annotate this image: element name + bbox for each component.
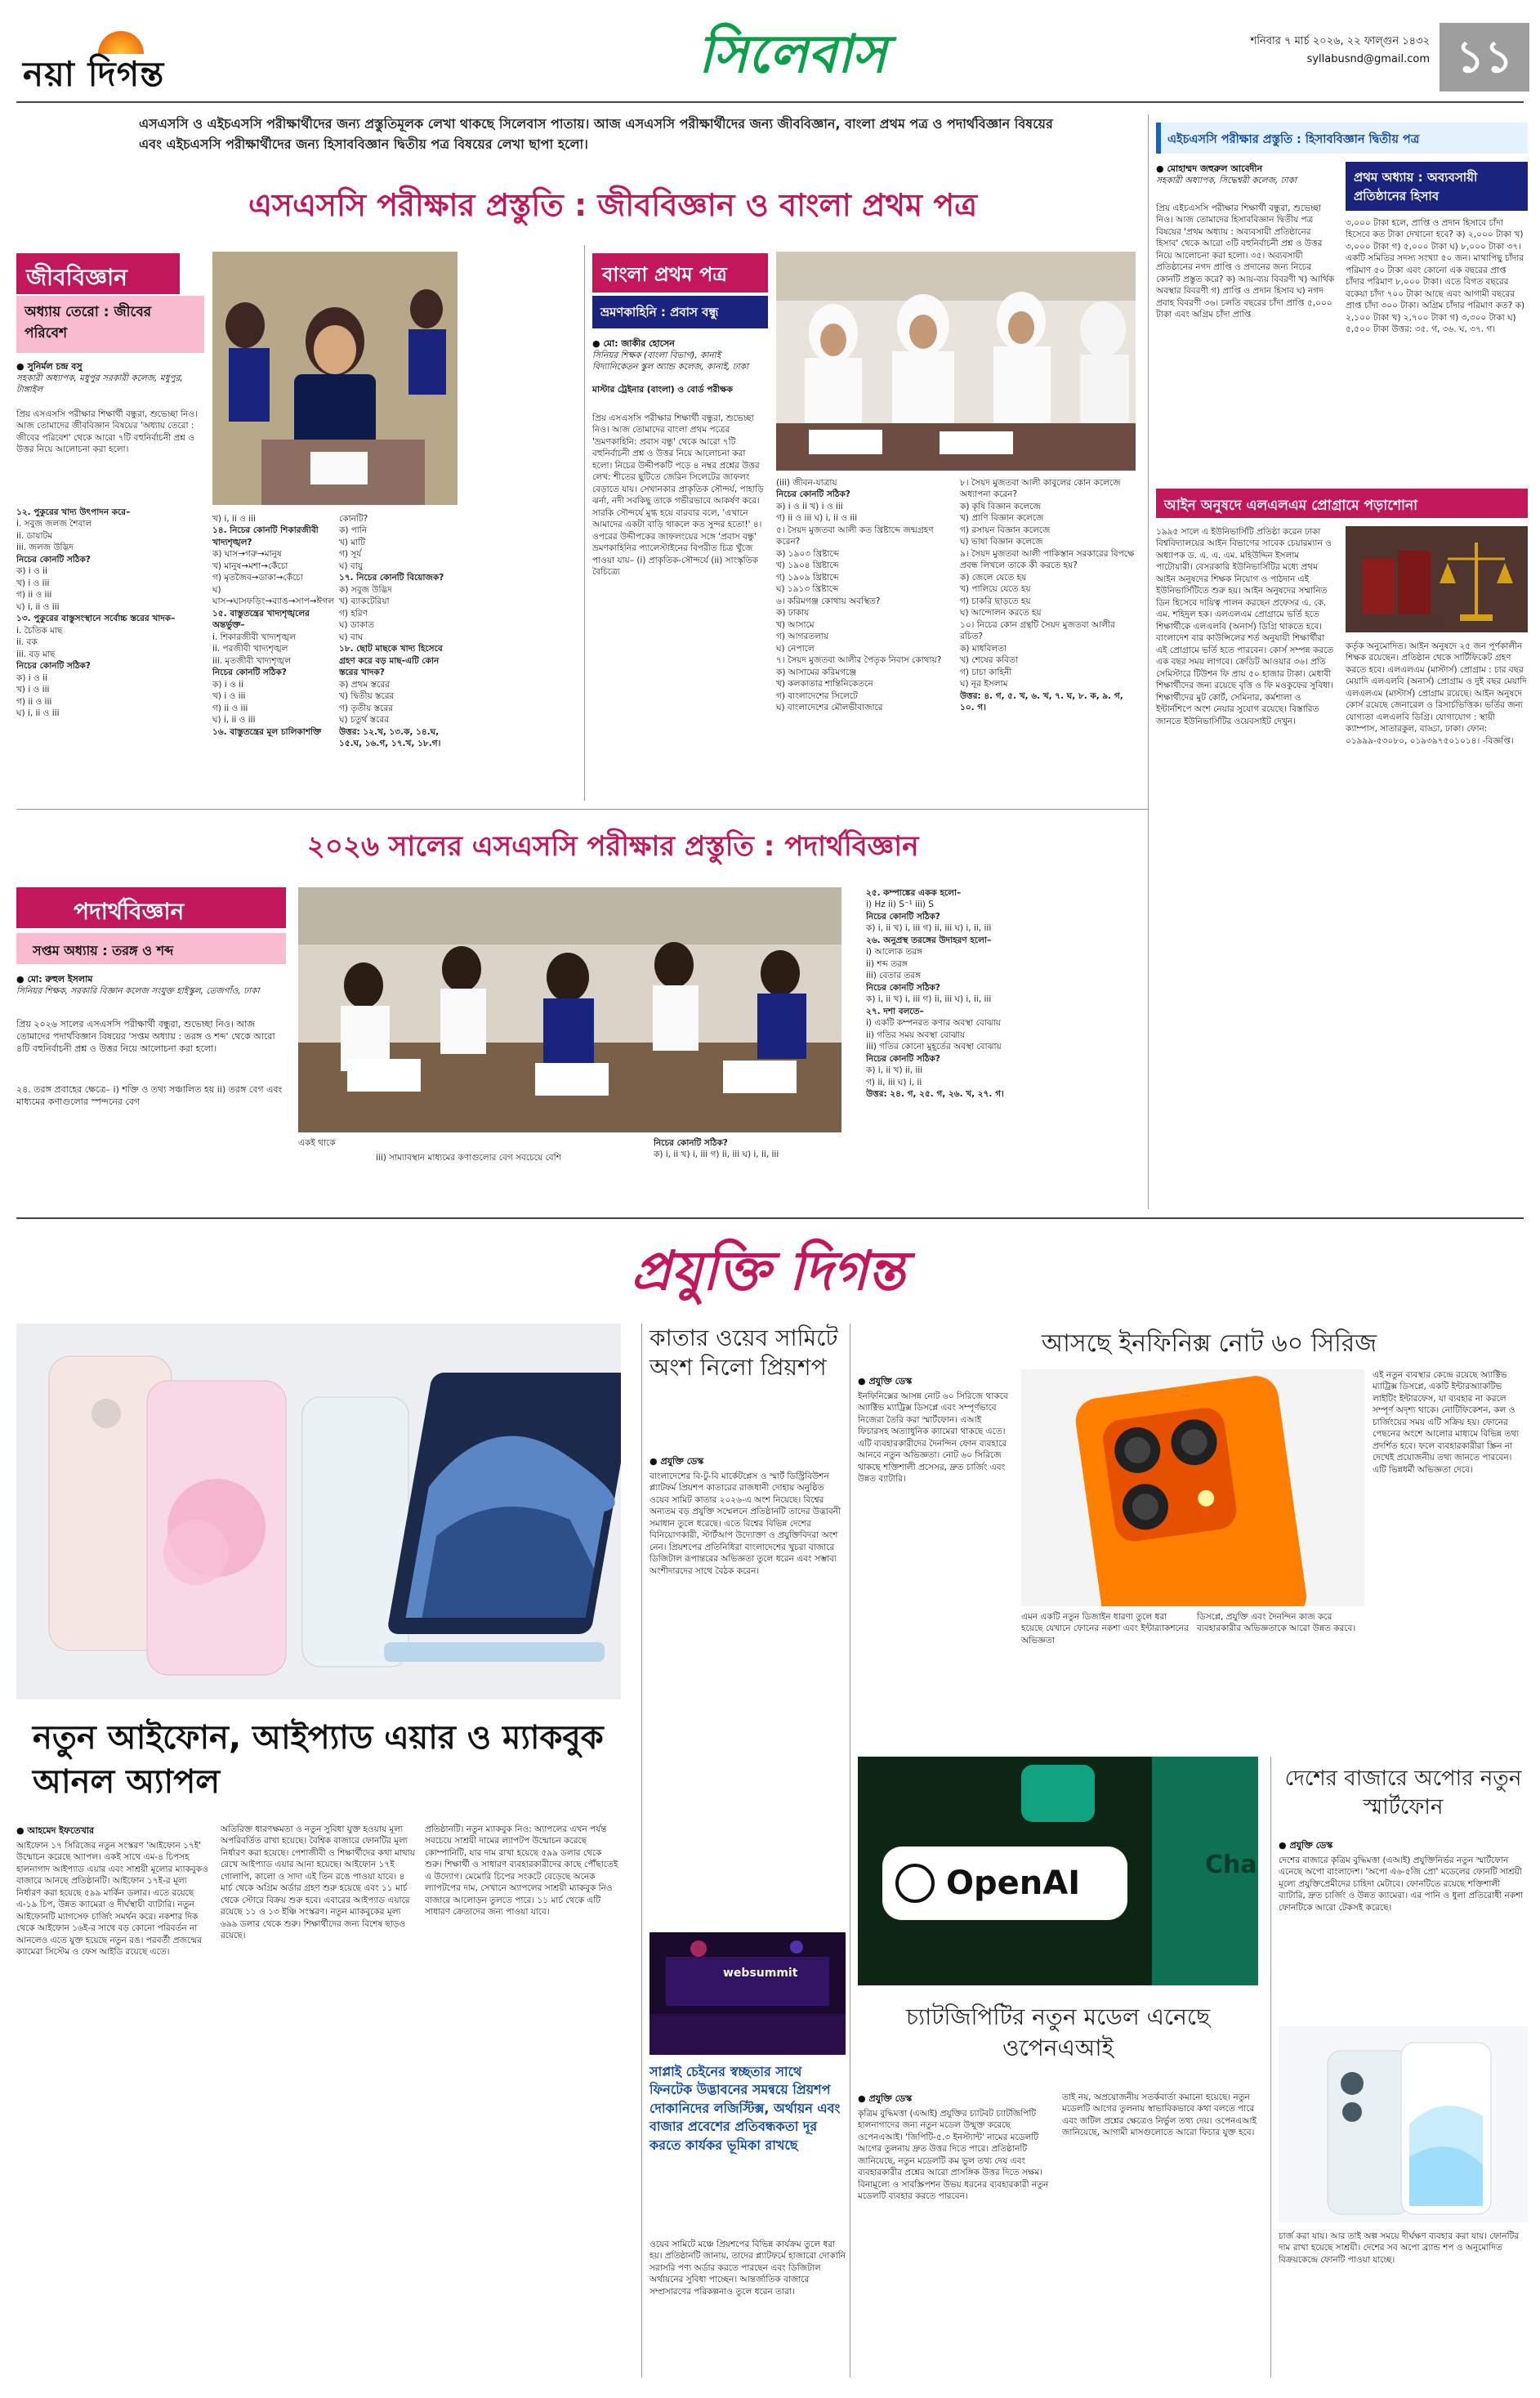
- bio-q-line: ক) i ও ii: [16, 672, 47, 683]
- bn-q-line: ৮। সৈয়দ মুজতবা আলী কাবুলের কোন কলেজে অধ্যাপনা করেন?: [960, 478, 1121, 500]
- section-divider: [16, 809, 1148, 810]
- openai-chat-text: Cha: [1205, 1851, 1257, 1879]
- biology-questions-2: [212, 513, 335, 795]
- ph-q-line: গ) ii, iii ঘ) i, ii: [866, 1077, 922, 1087]
- bn-q-line: ঘ) ভাষা বিজ্ঞান কলেজে: [960, 537, 1043, 547]
- ph-q-line: ক) i, ii খ) i, iii গ) ii, iii ঘ) i, ii, iii: [866, 994, 992, 1005]
- bn-q-line: খ) ১৯০৪ খ্রিষ্টাব্দে: [776, 560, 839, 571]
- exam-hall-illustration: [776, 252, 1136, 471]
- law-body: ১৯৯৫ সালে এ ইউনিভার্সিটি প্রতিষ্ঠা করেন ঢাকা বিশ্ববিদ্যালয়ের আইন বিভাগের সাবেক চেয়ারম্যান ও অধ্যাপক ড. এ. এ. এম. মহিউদ্দিন ইসলাম পাটোয়ারী। বেসরকারি ইউনিভার্সিটির মধ্যে প্রথম আইন অনুষদের শিক্ষক নিয়োগ ও পাঠদান এই ইউনিভার্সিটিতে শুরু হয়। আইন অনুষদের সম্মানিত ডিন হিসেবে দায়িত্ব পালন করছেন প্রফেসর এ. কে. এম. শহিদুল হক। এলএলএম প্রোগ্রামে ভর্তি হতে শিক্ষার্থীকে এলএলবি (অনার্স) ডিগ্রি থাকতে হবে। বাংলাদেশ বার কাউন্সিলের শর্ত অনুযায়ী শিক্ষার্থীরা এই প্রোগ্রামে ভর্তি হতে পারবেন। কোর্স সম্পন্ন করতে এক বছর সময় লাগবে। ক্রেডিট আওয়ার ৩৬। প্রতি সেমিস্টারে টিউশন ফি প্রায় ৫০ হাজার টাকা। মেধাবী শিক্ষার্থীদের জন্য রয়েছে বৃত্তি ও ফি মওকুফের সুবিধা। শিক্ষার্থীদের মুট কোর্ট, সেমিনার, কর্মশালা ও ইন্টার্নশিপে অংশ নেয়ার সুযোগ রয়েছে। বিস্তারিত জানতে ইউনিভার্সিটির ওয়েবসাইট দেখুন।: [1156, 527, 1334, 726]
- apple-body-2: অতিরিক্ত ধারণক্ষমতা ও নতুন সুবিধা যুক্ত হওয়ায় মূল্য অপরিবর্তিত রাখা হয়েছে। বৈশ্বিক বাজারে ফোনটির মূল্য নির্ধারণ করা হয়েছে। পেশাজীবী ও শিক্ষার্থীদের কথা মাথায় রেখে আইপ্যাড এয়ার আনা হয়েছে। আইফোন ১৭ই গোলাপি, কালো ও সাদা এই তিন রঙে পাওয়া যাবে। ৪ মার্চ থেকে অগ্রিম অর্ডার গ্রহণ শুরু হয়েছে এবং ১১ মার্চ থেকে স্টোরে বিক্রয় শুরু হবে। এবারের আইপ্যাড এয়ারে রয়েছে ১১ ও ১৩ ইঞ্চি সংস্করণ। নতুন ম্যাকবুকের মূল্য ৬৯৯ ডলার থেকে শুরু। শিক্ষার্থীদের জন্য বিশেষ ছাড়ও রয়েছে।: [221, 1824, 415, 1941]
- column-divider: [1148, 114, 1149, 1209]
- ph-q-line: উত্তর: ২৪. গ, ২৫. গ, ২৬. খ, ২৭. গ।: [866, 1089, 1004, 1100]
- bn-q-line: ঘ) বাংলাদেশের মৌলভীবাজারে: [776, 703, 883, 713]
- bangla-tag: বাংলা প্রথম পত্র: [592, 253, 768, 292]
- biology-author: ● সুনির্মল চন্দ্র বসু: [16, 359, 204, 375]
- bio-q-line: ১২. পুকুরের খাদ্য উৎপাদন করে–: [16, 507, 131, 517]
- bn-q-line: ক) কৃষি বিজ্ঞান কলেজে: [960, 501, 1041, 511]
- bn-q-line: ক) আসামের করিমগঞ্জে: [776, 667, 857, 677]
- bn-q-line: ৬। করিমগঞ্জ কোথায় অবস্থিত?: [776, 596, 881, 606]
- apple-story: [16, 1324, 637, 2386]
- bio-q-line: ১৩. পুকুরের বাস্তুসংস্থানে সর্বোচ্চ স্তরের খাদক–: [16, 614, 176, 624]
- law-heading: আইন অনুষদে এলএলএম প্রোগ্রামে পড়াশোনা: [1156, 489, 1528, 518]
- page-number: ১১: [1440, 23, 1529, 92]
- infinix-photo: [1021, 1369, 1364, 1606]
- openai-byline: ● প্রযুক্তি ডেস্ক: [858, 2092, 1054, 2107]
- classroom-exam-illustration: [298, 887, 841, 1132]
- oppo-body: দেশের বাজারে কৃত্রিম বুদ্ধিমত্তা (এআই) প্রযুক্তিনির্ভর নতুন স্মার্টফোন এনেছে অপো বাংলাদেশ। 'অপো এ৬-৫জি প্রো' মডেলের ফোনটি সাশ্রয়ী মূল্যে প্রযুক্তিপ্রেমীদের চাহিদা মেটাবে। ফোনটিতে রয়েছে শক্তিশালী ব্যাটারি, দ্রুত চার্জিং ও উন্নত ক্যামেরা। এর পানি ও ধুলা প্রতিরোধী নকশা ফোনটিকে আরো টেকসই করেছে।: [1279, 1855, 1524, 1913]
- bio-q-line: খ) ব্যাকটেরিয়া: [339, 596, 390, 607]
- ph-q-line: ক) i, ii খ) i, iii গ) ii, iii ঘ) i, ii, iii: [866, 923, 992, 934]
- bio-q-line: ১৫. বাস্তুতন্ত্রের খাদ্যশৃঙ্খলের অন্তর্ভুক্ত–: [212, 608, 310, 631]
- bn-q-line: ঘ) নূর ইসলাম: [960, 679, 1008, 690]
- bio-q-line: গ) ii ও iii: [212, 703, 248, 713]
- bn-q-line: খ) প্রাণি বিজ্ঞান কলেজে: [960, 513, 1044, 524]
- hsc-chapter: প্রথম অধ্যায় : অব্যবসায়ী প্রতিষ্ঠানের হিসাব: [1346, 162, 1528, 211]
- websummit-label: websummit: [723, 1967, 798, 1980]
- bio-q-line: নিচের কোনটি সঠিক?: [16, 554, 91, 565]
- priyoshop-body: বাংলাদেশের বি-টু-বি মার্কেটপ্লেস ও স্মার্ট ডিস্ট্রিবিউশন প্ল্যাটফর্ম প্রিয়শপ কাতারের রাজধানী দোহায় অনুষ্ঠিত ওয়েব সামিট কাতার ২০২৬-এ অংশ নিয়েছে। বিশ্বের অন্যতম বড় প্রযুক্তি সম্মেলনে প্রতিষ্ঠানটি তাদের উদ্ভাবনী সমাধান তুলে ধরেছে। এতে বিশ্বের বিভিন্ন দেশের বিনিয়োগকারী, স্টার্টআপ উদ্যোক্তা ও প্রযুক্তিবিদরা অংশ নেন। প্রিয়শপের প্রতিনিধিরা বাংলাদেশের খুচরা বাজারে ডিজিটাল রূপান্তরের অভিজ্ঞতা তুলে ধরেন এবং সম্ভাব্য অংশীদারদের সাথে বৈঠক করেন।: [649, 1471, 841, 1576]
- priyoshop-story: [649, 1324, 846, 2386]
- bio-q-line: খ) দ্বিতীয় স্তরের: [339, 691, 395, 702]
- bio-q-line: ঘ) ঘাস→ঘাসফড়িং→ব্যাঙ→সাপ→ঈগল: [212, 584, 335, 607]
- physics-chapter: সপ্তম অধ্যায় : তরঙ্গ ও শব্দ: [16, 933, 286, 964]
- ph-q-line: নিচের কোনটি সঠিক?: [866, 1053, 940, 1064]
- apple-author: ● আহমেদ ইফতেখার: [16, 1824, 212, 1839]
- openai-story: [858, 1757, 1266, 2386]
- masthead: [0, 0, 1540, 105]
- hsc-body: প্রিয় এইচএসসি পরীক্ষার শিক্ষার্থী বন্ধুরা, শুভেচ্ছা নিও। আজ তোমাদের হিসাববিজ্ঞান দ্বিতীয় পত্র বিষয়ের 'প্রথম অধ্যায় : অব্যবসায়ী প্রতিষ্ঠানের হিসাব' থেকে আরো ৩টি বহুনির্বাচনী প্রশ্ন ও উত্তর নিয়ে আলোচনা করা হলো। ৩৫। অব্যবসায়ী প্রতিষ্ঠানের নগদ প্রাপ্তি ও প্রদানের জন্য নিচের কোনটি প্রস্তুত করে? ক) আয়-ব্যয় বিবরণী খ) আর্থিক অবস্থার বিবরণী গ) প্রাপ্তি ও প্রদান হিসাব ঘ) নগদ প্রবাহ বিবরণী ৩৬। চলতি বছরের চাঁদা প্রাপ্তি ৫,০০০ টাকা এবং অগ্রিম চাঁদা প্রাপ্তি: [1156, 203, 1335, 320]
- bio-q-line: ঘ) i, ii ও iii: [16, 708, 60, 719]
- bn-q-line: গ) আগরতলায়: [776, 632, 829, 642]
- infinix-caption: এমন একটি নতুন ডিজাইন ধারণা তুলে ধরা হয়েছে যেখানে ফোনের নকশা এবং ইন্টার‌্যাকশনের অভিজ্ঞতা: [1021, 1612, 1189, 1646]
- bio-q-line: ১৬. বাস্তুতন্ত্রের মূল চালিকাশক্তি: [212, 726, 322, 737]
- iphone-ipad-illustration: [16, 1324, 621, 1699]
- biology-author-role: সহকারী অধ্যাপক, মধুপুর সরকারী কলেজ, মধুপুর, টাঙ্গাইল: [16, 373, 183, 395]
- apple-body-3: প্রতিষ্ঠানটি। নতুন ম্যাকবুক নিও: অ্যাপলের এখন পর্যন্ত সবচেয়ে সাশ্রয়ী দামের ল্যাপটপ উন্মোচন করেছে কোম্পানিটি, যার দাম রাখা হয়েছে ৫৯৯ ডলার থেকে শুরু। শিক্ষার্থী ও সাধারণ ব্যবহারকারীদের কাছে পৌঁছাতেই এ উদ্যোগ। মেমোরি চিপের সংকটে বেড়েছে অনেক ল্যাপটপের দাম, সেখানে অ্যাপলের সাশ্রয়ী ম্যাকবুক নিও বাজারে আলোড়ন তুলতে পারে। ১১ মার্চ থেকে এটি সাধারণ ক্রেতাদের জন্য পাওয়া যাবে।: [425, 1824, 618, 1918]
- column-divider: [1270, 1757, 1271, 2378]
- physics-body: প্রিয় ২০২৬ সালের এসএসসি পরীক্ষার্থী বন্ধুরা, শুভেচ্ছা নিও। আজ তোমাদের পদার্থবিজ্ঞান বিষয়ের 'সপ্তম অধ্যায় : তরঙ্গ ও শব্দ' থেকে আরো ৪টি বহুনির্বাচনী প্রশ্ন ও উত্তর নিয়ে আলোচনা করা হলো।: [16, 1019, 275, 1055]
- bn-q-line: নিচের কোনটি সঠিক?: [776, 489, 850, 500]
- bn-q-line: উত্তর: ৪. গ, ৫. খ, ৬. খ, ৭. ঘ, ৮. ক, ৯. গ, ১০. গ।: [960, 690, 1123, 713]
- bio-q-line: ১৭. নিচের কোনটি বিয়োজক?: [339, 573, 444, 583]
- ph-q-line: i) একটি কম্পনরত কণার অবস্থা বোঝায়: [866, 1018, 1001, 1029]
- bn-q-line: ১০। নিচের কোন গ্রন্থটি সৈয়দ মুজতবা আলীর রচিত?: [960, 619, 1115, 642]
- bn-q-line: গ) ii ও iii ঘ) i, ii ও iii: [776, 513, 858, 524]
- oppo-headline: দেশের বাজারে অপোর নতুন স্মার্টফোন: [1284, 1766, 1522, 1820]
- bio-q-line: খ) i ও iii: [16, 578, 50, 588]
- bio-q-line: গ) হরিণ: [339, 608, 368, 618]
- bio-q-line: ক) পানি: [339, 525, 368, 536]
- ph-q-line: ২৭. দশা বলতে–: [866, 1006, 924, 1016]
- priyoshop-pull-quote: সাপ্লাই চেইনের স্বচ্ছতার সাথে ফিনটেক উদ্ভাবনের সমন্বয়ে প্রিয়শপ দোকানিদের লজিস্টিক্স, অর্থায়ন এবং বাজার প্রবেশের প্রতিবন্ধকতা দূর করতে কার্যকর ভূমিকা রাখছে: [649, 2064, 841, 2153]
- bio-q-line: গ) তৃতীয় স্তরের: [339, 703, 393, 713]
- newspaper-logo[interactable]: [23, 25, 268, 94]
- bangla-body: প্রিয় এসএসসি পরীক্ষার শিক্ষার্থী বন্ধুরা, শুভেচ্ছা নিও। আজ তোমাদের বাংলা প্রথম পত্রের 'ভ্রমণকাহিনি: প্রবাস বন্ধু' থেকে আরো ৭টি বহুনির্বাচনী প্রশ্ন ও উত্তর নিয়ে আলোচনা করা হলো। নিচের উদ্দীপকটি পড়ে ৪ নম্বর প্রশ্নের উত্তর লেখ: শীতের ছুটিতে জেরিন সিলেটের জাফলং বেড়াতে যায়। সেখানকার প্রাকৃতিক সৌন্দর্য, পাহাড়ি ঝর্না, নদী সবকিছু তাকে গভীরভাবে আকর্ষণ করে। সারকি সৌন্দর্যে মুগ্ধ হয়ে বারবার বলে, 'এখানে আমাদের একটা বাড়ি থাকলে কত সুন্দর হতো!' ৪। ওপরের উদ্দীপকের জাফলংয়ের সঙ্গে 'প্রবাস বন্ধু' ভ্রমণকাহিনির প্যালেস্টাইনের বিপরীত চিত্র খুঁজে পাওয়া যায়– (i) প্রাকৃতিক-সৌন্দর্যে (ii) সাংস্কৃতিক বৈচিত্র্যে: [592, 413, 764, 578]
- bn-q-line: ক) ১৯০৩ খ্রিষ্টাব্দে: [776, 548, 840, 559]
- websummit-photo: [649, 1932, 846, 2055]
- bio-q-line: খ) i ও iii: [16, 685, 50, 695]
- bio-q-line: খ) মানুষ→মশা→কেঁচো: [212, 560, 288, 571]
- column-divider: [584, 245, 585, 801]
- intro-text: এসএসসি ও এইচএসসি পরীক্ষার্থীদের জন্য প্রস্তুতিমূলক লেখা থাকছে সিলেবাস পাতায়। আজ এসএসসি পরীক্ষার্থীদের জন্য জীববিজ্ঞান, বাংলা প্রথম পত্র ও পদার্থবিজ্ঞান বিষয়ের এবং এইচএসসি পরীক্ষার্থীদের জন্য হিসাববিজ্ঞান দ্বিতীয় পত্র বিষয়ের লেখা ছাপা হলো।: [139, 116, 1053, 152]
- gavel-and-scales-illustration: [1346, 526, 1528, 632]
- physics-section: [16, 882, 1148, 1209]
- bn-q-line: ৫। সৈয়দ মুজতবা আলী কত খ্রিষ্টাব্দে জন্মগ্রহণ করেন?: [776, 525, 934, 547]
- bn-q-line: গ) ১৯০৯ খ্রিষ্টাব্দে: [776, 572, 839, 583]
- bangla-author: ● মো: জাকীর হোসেন: [592, 337, 768, 352]
- bio-q-line: ঘ) i, ii ও iii: [212, 715, 256, 726]
- biology-questions-1: [16, 507, 204, 793]
- bio-q-line: iii. জলজ উদ্ভিদ: [16, 543, 74, 553]
- ph-q-line: নিচের কোনটি সঠিক?: [654, 1138, 728, 1148]
- bio-q-line: ক) সবুজ উদ্ভিদ: [339, 584, 392, 595]
- biology-body: প্রিয় এসএসসি পরীক্ষার শিক্ষার্থী বন্ধুরা, শুভেচ্ছা নিও। আজ তোমাদের জীববিজ্ঞান বিষয়ের 'অধ্যায় তেরো : জীবের পরিবেশ' থেকে আরো ৭টি বহুনির্বাচনী প্রশ্ন ও উত্তর নিয়ে আলোচনা করা হলো।: [16, 409, 198, 455]
- openai-headline: চ্যাটজিপিটির নতুন মডেল এনেছে ওপেনএআই: [905, 2003, 1211, 2061]
- law-photo: [1346, 526, 1528, 632]
- priyoshop-byline: ● প্রযুক্তি ডেস্ক: [649, 1454, 846, 1470]
- bio-q-line: ঘ) চতুর্থ স্তরের: [339, 715, 389, 726]
- bio-q-line: ii. ডায়াটম: [16, 530, 53, 541]
- issue-date: শনিবার ৭ মার্চ ২০২৬, ২২ ফাল্গুন ১৪৩২: [1250, 35, 1430, 47]
- hsc-body-2: ৩,০০০ টাকা হলে, প্রাপ্তি ও প্রদান হিসাবে চাঁদা হিসেবে কত টাকা দেখানো হবে? ক) ২,০০০ টাকা খ) ৩,০০০ টাকা গ) ৫,০০০ টাকা ঘ) ৮,০০০ টাকা ৩৭। একটি সমিতির সদস্য সংখ্যা ৫০ জন। মাথাপিছু চাঁদার পরিমাণ ৫০ টাকা এবং কোনো এক বছরের প্রাপ্ত চাঁদার পরিমাণ ৮,০০০ টাকা। এতে বিগত বছরের বকেয়া চাঁদা ৭০০ টাকা আছে এবং আগামী বছরের প্রাপ্ত চাঁদা ৩০০ টাকা। অগ্রিম চাঁদার পরিমাণ কত? ক) ২,১০০ টাকা খ) ২,৭০০ টাকা গ) ৩,৩০০ টাকা ঘ) ৫,৫০০ টাকা উত্তর: ৩৫. গ, ৩৬. ঘ, ৩৭. গ।: [1346, 218, 1525, 335]
- hsc-section: [1156, 123, 1528, 482]
- bn-q-line: ক) জেলে যেতে হয়: [960, 572, 1027, 583]
- masthead-rule: [16, 101, 1524, 103]
- ph-q-line: ii) গতির সময় অবস্থা বোঝায়: [866, 1029, 966, 1040]
- bio-q-line: খ) i, ii ও iii: [212, 514, 256, 524]
- bangla-author-role2: মাস্টার ট্রেইনার (বাংলা) ও বোর্ড পরীক্ষক: [592, 385, 734, 395]
- bio-q-line: ঘ) i, ii ও iii: [16, 601, 60, 612]
- ph-q-line: i) Hz ii) S⁻¹ iii) S: [866, 900, 934, 910]
- apple-photo: [16, 1324, 621, 1699]
- physics-photo-caption-2: iii) সাম্যাবস্থান মাধ্যমের কণাগুলোর বেগ সবচেয়ে বেশি: [376, 1153, 561, 1163]
- biology-photo: [212, 252, 458, 505]
- bio-q-line: i. শিকারজীবী খাদ্যশৃঙ্খল: [212, 632, 296, 642]
- law-section: [1156, 489, 1528, 1208]
- bio-q-line: নিচের কোনটি সঠিক?: [212, 668, 287, 678]
- biology-questions-3: [339, 513, 458, 795]
- physics-tag: পদার্থবিজ্ঞান: [16, 887, 286, 928]
- bn-q-line: খ) আসামে: [776, 619, 815, 630]
- bn-q-line: গ) রসায়ন বিজ্ঞান কলেজে: [960, 525, 1051, 535]
- bn-q-line: ঘ) নেপালে: [776, 643, 815, 654]
- tech-section-title: প্রযুক্তি দিগন্ত: [631, 1239, 905, 1302]
- biology-chapter: অধ্যায় তেরো : জীবের পরিবেশ: [16, 296, 204, 353]
- bangla-questions-1: [776, 477, 952, 796]
- bio-q-line: খ) i ও iii: [212, 691, 246, 702]
- bio-q-line: খ) মাটি: [339, 537, 365, 547]
- priyoshop-body-2: ওয়েব সামিটে মঞ্চে প্রিয়শপের বিভিন্ন কার্যক্রম তুলে ধরা হয়। প্রতিষ্ঠানটি জানায়, তাদের প্ল্যাটফর্মে হাজারো দোকানি সরাসরি পণ্য অর্ডার করতে পারছেন এবং ডিজিটাল অর্থায়নের সুবিধা পাচ্ছেন। আন্তর্জাতিক বাজারে সম্প্রসারণের পরিকল্পনাও তুলে ধরেন তারা।: [649, 2239, 846, 2297]
- bio-q-line: ঘ) ডাকাত: [339, 620, 374, 631]
- bn-q-line: ক) i ও ii খ) i ও iii: [776, 501, 843, 511]
- openai-logo-text: OpenAI: [946, 1864, 1081, 1902]
- bn-q-line: খ) শেষের কবিতা: [960, 655, 1019, 666]
- ph-q-line: ২৬. অনুপ্রস্থ তরঙ্গের উদাহরণ হলো–: [866, 935, 992, 945]
- infinix-body: ইনফিনিক্সের আসন্ন নোট ৬০ সিরিজে থাকবে অ্যাক্টিভ ম্যাট্রিক্স ডিসপ্লে এবং সম্পূর্ণভাবে নিজেরা তৈরি করা স্মার্টফোন। এআই ফিচারসহ অত্যাধুনিক ক্যামেরা থাকছে এতে। এটি ব্যবহারকারীদের দৈনন্দিন ফোন ব্যবহারে আনবে নতুন অভিজ্ঞতা। নোট ৬০ সিরিজে থাকছে শক্তিশালী প্রসেসর, দ্রুত চার্জিং এবং উন্নত ব্যাটারি।: [858, 1391, 1008, 1485]
- students-writing-illustration: [212, 252, 458, 505]
- oppo-byline: ● প্রযুক্তি ডেস্ক: [1279, 1838, 1528, 1854]
- bio-q-line: ঘ) বাঘ: [339, 632, 364, 642]
- infinix-byline: ● প্রযুক্তি ডেস্ক: [858, 1374, 1013, 1390]
- openai-photo: [858, 1757, 1258, 1985]
- bio-q-line: ১৪. নিচের কোনটি শিকারজীবী খাদ্যশৃঙ্খল?: [212, 525, 319, 547]
- bangla-author-role: সিনিয়র শিক্ষক (বাংলা বিভাগ), কানাই বিদ্যানিকেতন স্কুল অ্যান্ড কলেজ, কানাই, ঢাকা: [592, 351, 749, 373]
- bio-q-line: ক) i ও ii: [16, 566, 47, 577]
- bangla-questions-2: [960, 477, 1136, 796]
- openai-body: কৃত্রিম বুদ্ধিমত্তা (এআই) প্রযুক্তির চ্যাটবট চ্যাটজিপিটি হালনাগাদের জন্য নতুন মডেল উন্মুক্ত করেছে ওপেনএআই। 'জিপিটি-৫.৩ ইনস্ট্যান্ট' নামের মডেলটি আগের তুলনায় দ্রুত উত্তর দিতে পারে। প্রতিষ্ঠানটি জানিয়েছে, নতুন মডেলটি কম ভুল তথ্য দেয় এবং ব্যবহারকারীর প্রশ্নের আরো প্রাসঙ্গিক উত্তর দিতে সক্ষম। বিনামূল্যে ও সাবস্ক্রিপশন উভয় ধরনের ব্যবহারকারী নতুন মডেলটি ব্যবহার করতে পারবেন।: [858, 2109, 1049, 2202]
- infinix-body-2: ডিসপ্লে, প্রযুক্তি এবং দৈনন্দিন কাজ করে ব্যবহারকারীর অভিজ্ঞতাকে আরো উন্নত করবে।: [1197, 1612, 1356, 1634]
- hsc-author: ● মোহাম্মদ জহুরুল আবেদীন: [1156, 162, 1336, 177]
- ph-q-line: ক) i, ii খ) ii, iii: [866, 1065, 923, 1076]
- bn-q-line: গ) চাচা কাহিনী: [960, 667, 1012, 677]
- bio-q-line: ক) প্রথম স্তরের: [339, 679, 390, 690]
- section-title: সিলেবাস: [698, 24, 887, 85]
- bn-q-line: ক) মাধবিলতা: [960, 643, 1007, 654]
- bio-q-line: নিচের কোনটি সঠিক?: [16, 661, 91, 672]
- ph-q-line: ক) i, ii খ) i, iii গ) ii, iii ঘ) i, ii, iii: [654, 1150, 779, 1160]
- bio-q-line: গ) ii ও iii: [16, 696, 52, 707]
- bio-q-line: গ) মৃতজৈব→ডাকা→কেঁচো: [212, 573, 303, 583]
- stage-event-illustration: [649, 1932, 846, 2055]
- physics-heading: ২০২৬ সালের এসএসসি পরীক্ষার প্রস্তুতি : পদার্থবিজ্ঞান: [306, 830, 919, 863]
- physics-photo: [298, 887, 841, 1132]
- physics-body-tail: ২৪. তরঙ্গ প্রবাহের ক্ষেত্রে– i) শক্তি ও তথ্য সঞ্চালিত হয় ii) তরঙ্গ বেগ এবং মাধ্যমের কণাগুলোর স্পন্দনের বেগ: [16, 1084, 283, 1108]
- law-body-2: কর্তৃক অনুমোদিত। আইন অনুষদে ২৫ জন পূর্ণকালীন শিক্ষক রয়েছেন। প্রতিষ্ঠান থেকে সার্টিফিকেট গ্রহণ করতে হবে। এলএলএম (মাস্টার্স) প্রোগ্রাম : চার বছর মেয়াদি এলএলবি (অনার্স) প্রোগ্রাম ও দুই বছর মেয়াদি এলএলএম (মাস্টার্স) প্রোগ্রাম রয়েছে। আইন অনুষদে কোর্স রয়েছে জেনারেল ও রিসার্চভিত্তিক। ভর্তির জন্য যোগ্যতা এলএলবি ডিগ্রি। যোগাযোগ : স্থায়ী ক্যাম্পাস, সাতারকুল, বাড্ডা, ঢাকা। ফোন: ০১৯৯৯-৫৩০৮০, ০১৯৩৯৭৫০১০১৪। -বিজ্ঞপ্তি।: [1346, 641, 1527, 746]
- bn-q-line: গ) চাকরি ছাড়তে হয়: [960, 596, 1031, 606]
- ph-q-line: iii) গতির কোনো মুহূর্তের অবস্থা বোঝায়: [866, 1042, 1002, 1052]
- biology-tag: জীববিজ্ঞান: [16, 253, 180, 294]
- bio-q-line: উত্তর: ১২.খ, ১৩.ক, ১৪.ঘ, ১৫.ঘ, ১৬.গ, ১৭.খ, ১৮.গ।: [339, 726, 441, 749]
- priyoshop-headline: কাতার ওয়েব সামিটে অংশ নিলো প্রিয়শপ: [649, 1324, 838, 1382]
- bio-q-line: i. সবুজ জলজ শৈবাল: [16, 519, 92, 529]
- bn-q-line: ক) ঢাকায়: [776, 608, 810, 618]
- openai-body-2: তাই নয়, অপ্রয়োজনীয় সতর্কবার্তা কমানো হয়েছে। নতুন মডেলটি আগের তুলনায় স্বাভাবিকভাবে কথা বলতে পারে এবং জটিল প্রশ্নের ক্ষেত্রেও নির্ভুল তথ্য দেয়। ওপেনএআই জানিয়েছে, আগামী মাসগুলোতে আরো ফিচার যুক্ত হবে।: [1062, 2092, 1257, 2138]
- physics-questions: [866, 887, 1144, 1206]
- physics-author: ● মো: রুহুল ইসলাম: [16, 972, 286, 988]
- section-divider: [16, 1217, 1524, 1219]
- ph-q-line: নিচের কোনটি সঠিক?: [866, 982, 940, 993]
- column-divider: [641, 1324, 642, 2378]
- ph-q-line: নিচের কোনটি সঠিক?: [866, 911, 940, 922]
- biology-section: [16, 245, 458, 801]
- bn-q-line: খ) কলকাতার শান্তিনিকেতনে: [776, 679, 873, 690]
- bio-q-line: ক) ঘাস→গরু→মানুষ: [212, 549, 282, 560]
- bn-q-line: ৭। সৈয়দ মুজতবা আলীর পৈতৃক নিবাস কোথায়?: [776, 655, 942, 666]
- apple-body-1: আইফোন ১৭ সিরিজের নতুন সংস্করণ 'আইফোন ১৭ই' উন্মোচন করেছে অ্যাপল। একই সাথে এম-৪ চিপসহ হালনাগাদ আইপ্যাড এয়ার এবং সাশ্রয়ী মূল্যের ম্যাকবুকও বাজারে আনছে প্রতিষ্ঠানটি। আইফোন ১৭ই-র মূল্য নির্ধারণ করা হয়েছে ৫৯৯ মার্কিন ডলার। এতে রয়েছে এ-১৯ চিপ, উন্নত ক্যামেরা ও দীর্ঘস্থায়ী ব্যাটারি। নতুন আইফোনটি ম্যাগসেফ চার্জিং সমর্থন করে। নকশার দিক থেকে আইফোন ১৬ই-র সাথে বড় কোনো পরিবর্তন না আনলেও এতে যুক্ত হয়েছে নতুন রঙ। পরবর্তী প্রজন্মের ক্যামেরা সিস্টেম ও ফেস আইডি রয়েছে এতে।: [16, 1841, 208, 1958]
- bangla-section: [592, 245, 1148, 801]
- bio-q-line: কোনটি?: [339, 514, 368, 524]
- infinix-headline: আসছে ইনফিনিক্স নোট ৬০ সিরিজ: [1041, 1329, 1377, 1358]
- bio-q-line: ১৮. ছোট মাছকে খাদ্য হিসেবে গ্রহণ করে বড় মাছ-এটি কোন স্তরের খাদক?: [339, 644, 443, 678]
- orange-phone-illustration: [1021, 1369, 1364, 1606]
- oppo-body-2: চার্জ করা যায়। আর তাই অল্প সময়ে দীর্ঘক্ষণ ব্যবহার করা যায়। ফোনটির দাম রাখা হয়েছে সাশ্রয়ী। দেশের সব অপো ব্র্যান্ড শপ ও অনুমোদিত বিক্রয়কেন্দ্রে ফোনটি পাওয়া যাচ্ছে।: [1279, 2231, 1520, 2265]
- bn-q-line: (iii) জীবন-যাত্রায়: [776, 478, 837, 488]
- bio-q-line: ii. পরজীবী খাদ্যশৃঙ্খল: [212, 644, 288, 654]
- ssc-heading: এসএসসি পরীক্ষার প্রস্তুতি : জীববিজ্ঞান ও বাংলা প্রথম পত্র: [248, 187, 978, 223]
- oppo-photo: [1279, 2026, 1528, 2222]
- ph-q-line: ২৫. কম্পাঙ্কের একক হলো–: [866, 888, 962, 898]
- bn-q-line: ঘ) আন্দোলন করতে হয়: [960, 608, 1042, 618]
- bio-q-line: i. চৈতিক মাছ: [16, 625, 63, 636]
- oppo-story: [1279, 1757, 1528, 2386]
- bn-q-line: গ) বাংলাদেশের সিলেটে: [776, 690, 858, 701]
- bio-q-line: ii. বক: [16, 637, 38, 648]
- bn-q-line: ঘ) ১৯১৩ খ্রিষ্টাব্দে: [776, 584, 839, 595]
- ph-q-line: iii) বেতার তরঙ্গ: [866, 971, 921, 981]
- hsc-heading: এইচএসসি পরীক্ষার প্রস্তুতি : হিসাববিজ্ঞান দ্বিতীয় পত্র: [1156, 123, 1528, 154]
- apple-headline: নতুন আইফোন, আইপ্যাড এয়ার ও ম্যাকবুক আনল অ্যাপল: [33, 1719, 604, 1801]
- bio-q-line: iii. মৃতজীবী খাদ্যশৃঙ্খল: [212, 655, 292, 666]
- hsc-author-role: সহকারী অধ্যাপক, সিদ্ধেশ্বরী কলেজ, ঢাকা: [1156, 176, 1297, 185]
- physics-photo-caption-1: একই থাকে: [298, 1138, 336, 1148]
- white-phones-illustration: [1279, 2026, 1528, 2222]
- bio-q-line: গ) ii ও iii: [16, 590, 52, 601]
- bio-q-line: ঘ) বায়ু: [339, 560, 363, 571]
- ph-q-line: ii) শব্দ তরঙ্গ: [866, 958, 908, 969]
- infinix-story: [858, 1324, 1528, 1748]
- physics-bottom-q: [654, 1137, 841, 1161]
- bangla-photo: [776, 252, 1136, 471]
- contact-email[interactable]: syllabusnd@gmail.com: [1306, 53, 1430, 65]
- bio-q-line: গ) সূর্য: [339, 549, 362, 560]
- bn-q-line: ৯। সৈয়দ মুজতবা আলী পাকিস্তান সরকারের বিপক্ষে প্রবন্ধ লিখলে তাকে কী করতে হয়?: [960, 548, 1135, 571]
- infinix-body-3: এই নতুন ব্যবস্থার কেন্দ্রে রয়েছে অ্যাক্টিভ ম্যাট্রিক্স ডিসপ্লে, একটি ইন্টারঅ্যাকটিভ লাইটিং ইন্টারফেস, যা ব্যবহার না করলে সম্পূর্ণ অদৃশ্য থাকে। নোটিফিকেশন, কল ও চার্জিংয়ের সময় এটি সক্রিয় হয়। ফোনের পেছনের অংশে আলোর মাধ্যমে বিভিন্ন তথ্য প্রদর্শিত হবে। ফলে ব্যবহারকারীরা স্ক্রিন না দেখেই প্রয়োজনীয় তথ্য জানতে পারবেন। এটি ভিন্নধর্মী অভিজ্ঞতা দেবে।: [1373, 1370, 1520, 1475]
- bangla-chapter: ভ্রমণকাহিনি : প্রবাস বন্ধু: [592, 296, 768, 328]
- bio-q-line: iii. বড় মাছ: [16, 649, 56, 659]
- ph-q-line: i) আলোক তরঙ্গ: [866, 947, 922, 958]
- physics-author-role: সিনিয়র শিক্ষক, সরকারি বিজ্ঞান কলেজ সংযুক্ত হাইস্কুল, তেজগাঁও, ঢাকা: [16, 986, 260, 996]
- bn-q-line: খ) পালিয়ে যেতে হয়: [960, 584, 1031, 595]
- bio-q-line: ক) i ও ii: [212, 679, 243, 690]
- logo-text: নয়া দিগন্ত: [23, 54, 165, 94]
